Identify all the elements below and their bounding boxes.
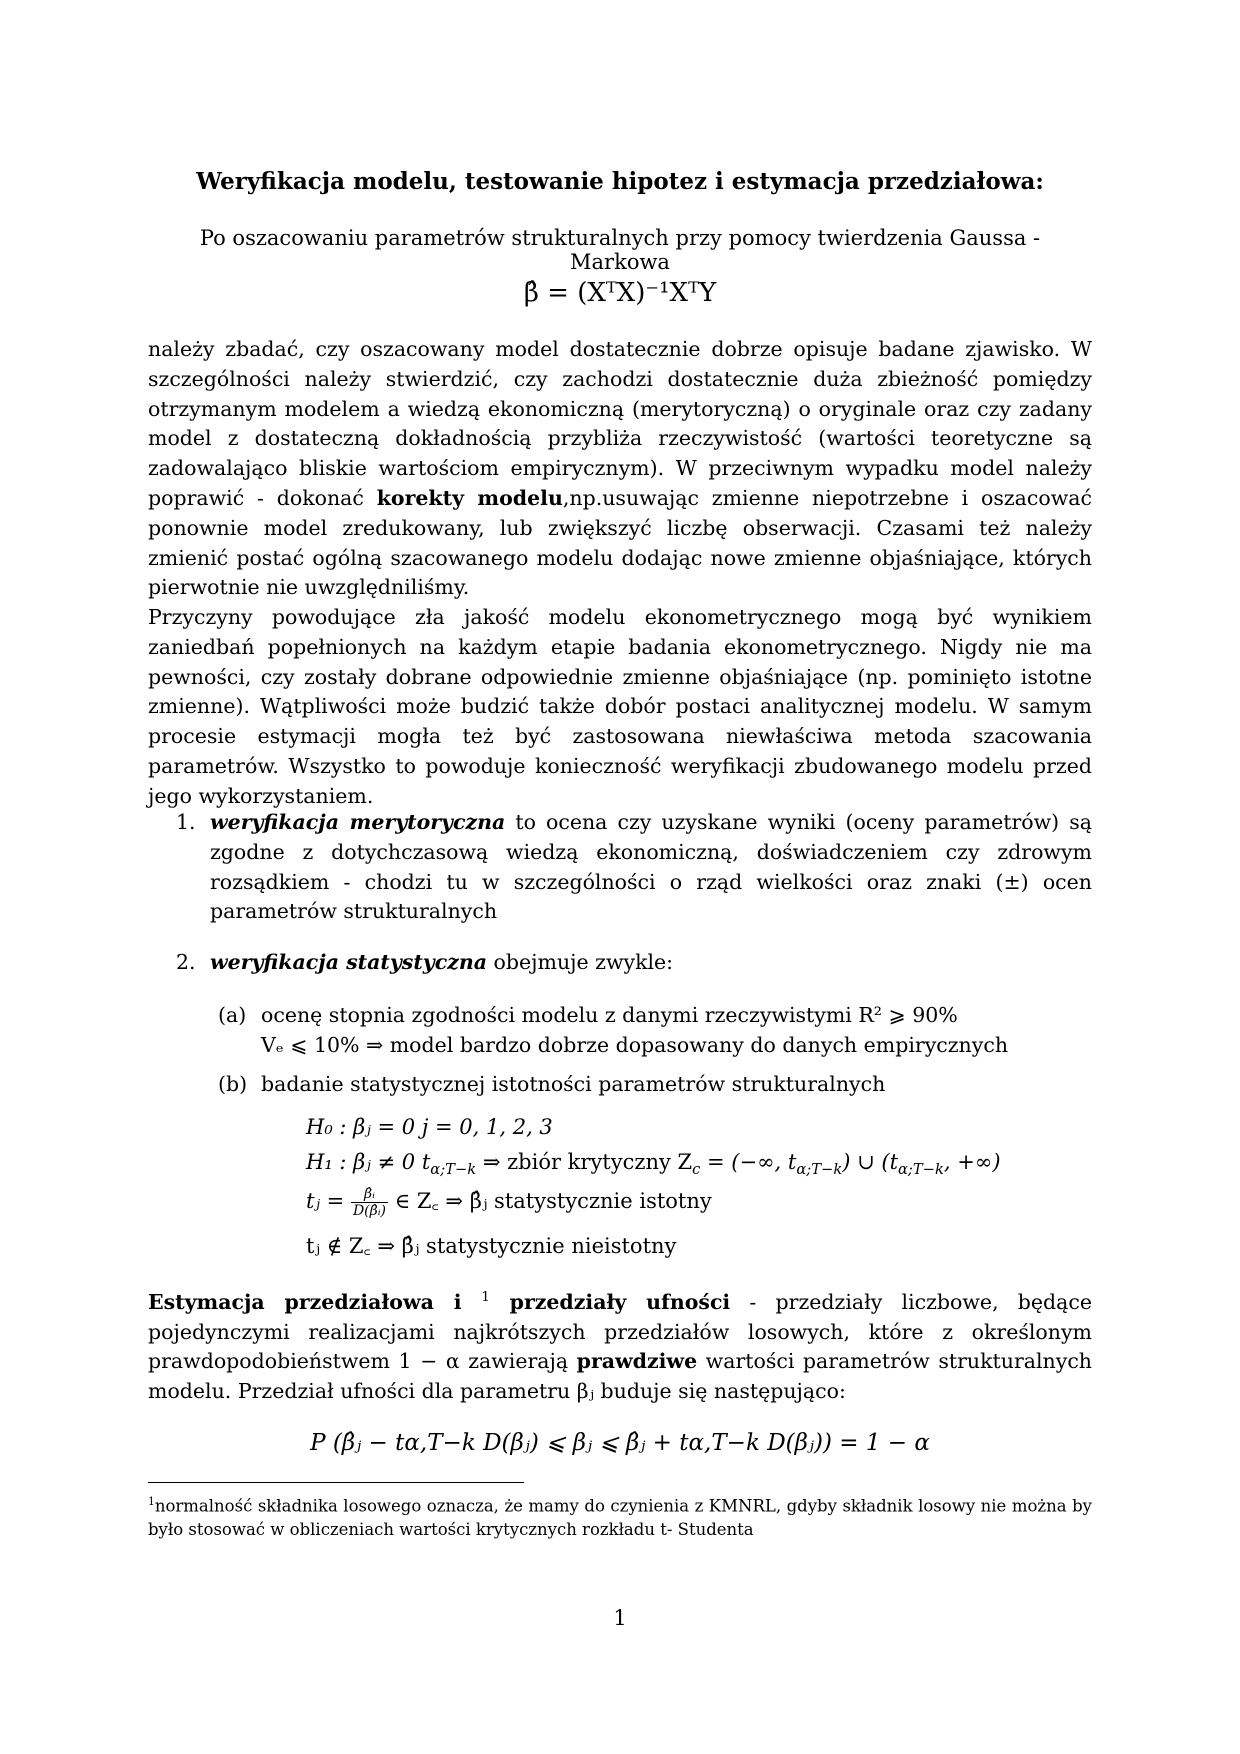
sublist-item-a	[148, 1000, 1092, 1060]
hypothesis-part: , +∞)	[943, 1150, 1001, 1174]
sublist-label: (a)	[218, 1003, 247, 1027]
list-item-statistical-verification	[148, 948, 1092, 978]
footnote	[148, 1490, 1092, 1541]
fraction-denominator: D(β̂ᵢ)	[352, 1203, 386, 1219]
sublist-label: (b)	[218, 1072, 248, 1096]
bold-term-true: prawdziwe	[576, 1349, 698, 1374]
term-substantive: weryfikacja merytoryczna	[210, 810, 506, 834]
hypothesis-h1: H₁ : βⱼ ≠ 0 $t_{\alpha;T-k}$ ⇒ zbiór krytyczny $Z_c$ = (−∞, $t_{\alpha;T-k}$) ∪ ($t_{\alpha;T-k}$, +∞)	[306, 1150, 1001, 1179]
confidence-interval-equation: P (β̂ⱼ − tα,T−k D(βⱼ) ⩽ βⱼ ⩽ β̂ⱼ + tα,T−k D(βⱼ)) = 1 − α	[310, 1430, 930, 1456]
paragraph-causes: Przyczyny powodujące zła jakość modelu ekonometrycznego mogą być wynikiem zaniedbań popełnionych na każdym etapie badania ekonometrycznego. Nigdy nie ma pewności, czy zostały dobrane odpowiednie zmienne objaśniające (np. pominięto istotne zmienne). Wątpliwości może budzić także dobór postaci analitycznej modelu. W samym procesie estymacji mogła też być zastosowana niewłaściwa metoda szacowania parametrów. Wszystko to powoduje konieczność weryfikacji zbudowanego modelu przed jego wykorzystaniem.	[148, 605, 1092, 808]
footnote-text: normalność składnika losowego oznacza, że mamy do czynienia z KMNRL, gdyby składnik losowy nie można by było stosować w obliczeniach wartości krytycznych rozkładu t- Studenta	[148, 1496, 1092, 1539]
intro-text: Po oszacowaniu parametrów strukturalnych przy pomocy twierdzenia Gaussa - Markowa	[199, 226, 1041, 274]
bold-term-confidence-intervals: przedziały ufności	[489, 1289, 731, 1314]
bold-term-interval-estimation: Estymacja przedziałowa i	[148, 1289, 482, 1314]
fraction-numerator: β̂ᵢ	[351, 1186, 388, 1203]
statistic-part: tⱼ =	[306, 1189, 351, 1213]
sublist-line: Vₑ ⩽ 10% ⇒ model bardzo dobrze dopasowany do danych empirycznych	[261, 1033, 1009, 1057]
paragraph-text: należy zbadać, czy oszacowany model dostatecznie dobrze opisuje badane zjawisko. W szczególności należy stwierdzić, czy zachodzi dostatecznie duża zbieżność pomiędzy otrzymanym modelem a wiedzą ekonomiczną (merytoryczną) o oryginale oraz czy zadany model z dostateczną dokładnością przybliża rzeczywistość (wartości teoretyczne są zadowalająco bliskie wartościom empirycznym). W przeciwnym wypadku model należy poprawić - dokonać	[148, 337, 1092, 510]
fraction	[351, 1186, 388, 1219]
hypothesis-part: ) ∪ (t	[842, 1150, 899, 1174]
hypothesis-part: = (−∞, t	[700, 1150, 797, 1174]
page-number: 1	[613, 1606, 627, 1630]
paragraph-text: wartości parametrów strukturalnych modelu. Przedział ufności dla parametru βⱼ buduje się następująco:	[148, 1349, 1093, 1404]
hypothesis-h0: H₀ : βⱼ = 0 j = 0, 1, 2, 3	[306, 1115, 553, 1139]
test-statistic-significant	[306, 1186, 712, 1219]
hypothesis-part: H₁ : βⱼ ≠ 0 t	[306, 1150, 431, 1174]
sublist-line: ocenę stopnia zgodności modelu z danymi rzeczywistymi R² ⩾ 90%	[261, 1003, 958, 1027]
paragraph-text: ,np.usuwając zmienne niepotrzebne i oszacować ponownie model zredukowany, lub zwiększyć liczbę obserwacji. Czasami też należy zmienić postać ogólną szacowanego modelu dodając nowe zmienne objaśniające, których pierwotnie nie uwzględniliśmy.	[148, 485, 1092, 600]
sublist-line: badanie statystycznej istotności parametrów strukturalnych	[261, 1072, 886, 1096]
hypothesis-subscript: α;T−k	[898, 1161, 944, 1179]
footnote-marker[interactable]: 1	[481, 1290, 490, 1305]
footnote-number: 1	[148, 1495, 155, 1508]
list-number: 1.	[176, 810, 196, 834]
statistic-part: ∈ Z꜀ ⇒ β̂ⱼ statystycznie istotny	[388, 1189, 712, 1213]
list-number: 2.	[176, 950, 196, 974]
beta-estimator-equation: β̂ = (XᵀX)⁻¹XᵀY	[523, 278, 717, 308]
list-item-substantive-verification	[148, 808, 1092, 927]
sublist-item-b	[148, 1069, 1092, 1099]
test-statistic-insignificant: tⱼ ∉ Z꜀ ⇒ β̂ⱼ statystycznie nieistotny	[306, 1234, 677, 1258]
list-item-text: obejmuje zwykle:	[487, 950, 674, 974]
paragraph-interval-estimation	[148, 1283, 1092, 1407]
paragraph-text: - przedziały liczbowe, będące pojedynczymi realizacjami najkrótszych przedziałów losowych, które z określonym prawdopodobieństwem 1 − α zawierają	[148, 1289, 1092, 1374]
footnote-divider	[148, 1482, 524, 1483]
paragraph-verification	[148, 335, 1092, 603]
page-title: Weryfikacja modelu, testowanie hipotez i estymacja przedziałowa:	[196, 168, 1044, 195]
hypothesis-subscript: α;T−k	[430, 1161, 477, 1179]
hypothesis-part: ⇒ zbiór krytyczny Z	[476, 1150, 693, 1174]
hypothesis-subscript: α;T−k	[796, 1161, 843, 1179]
list-item-text: to ocena czy uzyskane wyniki (oceny parametrów) są zgodne z dotychczasową wiedzą ekonomiczną, doświadczeniem czy zdrowym rozsądkiem - chodzi tu w szczególności o rząd wielkości oraz znaki (±) ocen parametrów strukturalnych	[210, 810, 1092, 924]
term-statistical: weryfikacja statystyczna	[210, 950, 488, 974]
bold-term-model-correction: korekty modelu	[376, 485, 563, 510]
